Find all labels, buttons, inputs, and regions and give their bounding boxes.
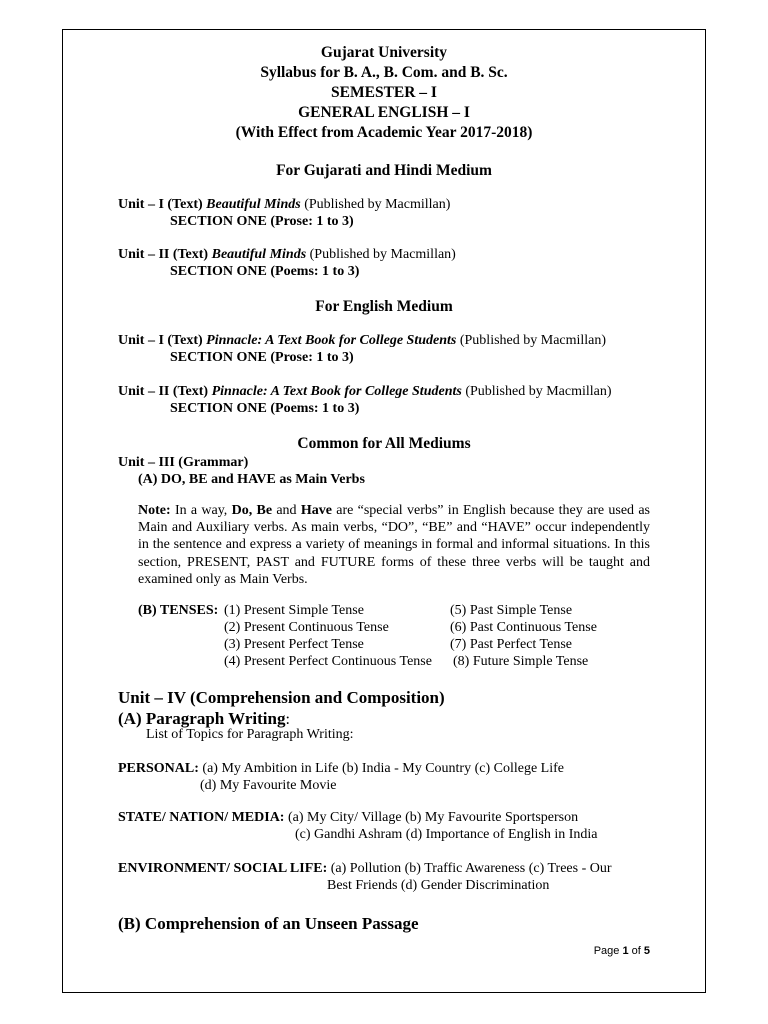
unit-label: Unit – II (Text) [118, 384, 209, 399]
tense-item: (7) Past Perfect Tense [450, 637, 573, 652]
state-topics: STATE/ NATION/ MEDIA: (a) My City/ Village (b) My Favourite Sportsperson [118, 810, 579, 825]
semester-title: SEMESTER – I [331, 84, 437, 101]
subsection-a: (A) DO, BE and HAVE as Main Verbs [138, 472, 365, 487]
gh-unit1-section: SECTION ONE (Prose: 1 to 3) [170, 214, 354, 229]
course-title: GENERAL ENGLISH – I [298, 104, 470, 121]
effect-title: (With Effect from Academic Year 2017-2018) [235, 124, 533, 141]
unit3-label: Unit – III (Grammar) [118, 455, 249, 470]
en-unit2-section: SECTION ONE (Poems: 1 to 3) [170, 401, 360, 416]
unit4-heading: Unit – IV (Comprehension and Composition) [118, 688, 445, 707]
book-title: Beautiful Minds [211, 247, 307, 262]
book-title: Pinnacle: A Text Book for College Students [211, 384, 462, 399]
publisher: (Published by Macmillan) [309, 247, 456, 262]
gh-unit2-section: SECTION ONE (Poems: 1 to 3) [170, 264, 360, 279]
university-title: Gujarat University [320, 44, 448, 61]
note-paragraph: Note: In a way, Do, Be and Have are “special verbs” in English because they are used as Main and Auxiliary verbs. As main verbs, “DO”, “BE” and “HAVE” occur independently in the sentence and express a variety of meanings in formal and informal situations. In this section, PRESENT, PAST and FUTURE forms of these three verbs will be taught and examined only as Main Verbs. [138, 503, 651, 587]
publisher: (Published by Macmillan) [465, 384, 612, 399]
en-unit1-section: SECTION ONE (Prose: 1 to 3) [170, 350, 354, 365]
gh-unit2-line [118, 247, 456, 263]
english-medium-heading: For English Medium [315, 298, 453, 315]
environment-topics-cont: Best Friends (d) Gender Discrimination [327, 878, 550, 893]
unit-label: Unit – I (Text) [118, 197, 203, 212]
topics-intro: List of Topics for Paragraph Writing: [146, 727, 354, 742]
tense-item: (1) Present Simple Tense [224, 603, 364, 618]
en-unit2-line [118, 384, 612, 400]
note-label: Note: [138, 503, 171, 518]
gujarati-hindi-heading: For Gujarati and Hindi Medium [276, 162, 492, 179]
en-unit1-line [118, 333, 606, 349]
page-number: Page 1 of 5 [593, 945, 650, 957]
syllabus-title: Syllabus for B. A., B. Com. and B. Sc. [260, 64, 508, 81]
tense-item: (2) Present Continuous Tense [224, 620, 389, 635]
paragraph-writing-heading: (A) Paragraph Writing: [118, 709, 290, 728]
book-title: Pinnacle: A Text Book for College Students [206, 333, 457, 348]
personal-topics-cont: (d) My Favourite Movie [200, 778, 337, 793]
publisher: (Published by Macmillan) [459, 333, 607, 348]
unit-label: Unit – II (Text) [118, 247, 209, 262]
personal-topics: PERSONAL: (a) My Ambition in Life (b) India - My Country (c) College Life [118, 761, 564, 776]
tense-item: (6) Past Continuous Tense [450, 620, 597, 635]
tense-item: (4) Present Perfect Continuous Tense [224, 654, 432, 669]
tenses-label: (B) TENSES: [138, 603, 219, 618]
book-title: Beautiful Minds [206, 197, 301, 212]
environment-topics: ENVIRONMENT/ SOCIAL LIFE: (a) Pollution (b) Traffic Awareness (c) Trees - Our [118, 861, 612, 876]
publisher: (Published by Macmillan) [304, 197, 451, 212]
tense-item: (5) Past Simple Tense [450, 603, 573, 618]
unit-label: Unit – I (Text) [118, 333, 203, 348]
comprehension-heading: (B) Comprehension of an Unseen Passage [118, 914, 419, 933]
gh-unit1-line [118, 197, 450, 213]
state-topics-cont: (c) Gandhi Ashram (d) Importance of English in India [295, 827, 598, 842]
tense-item: (3) Present Perfect Tense [224, 637, 364, 652]
common-heading: Common for All Mediums [297, 435, 471, 452]
tense-item: (8) Future Simple Tense [453, 654, 589, 669]
